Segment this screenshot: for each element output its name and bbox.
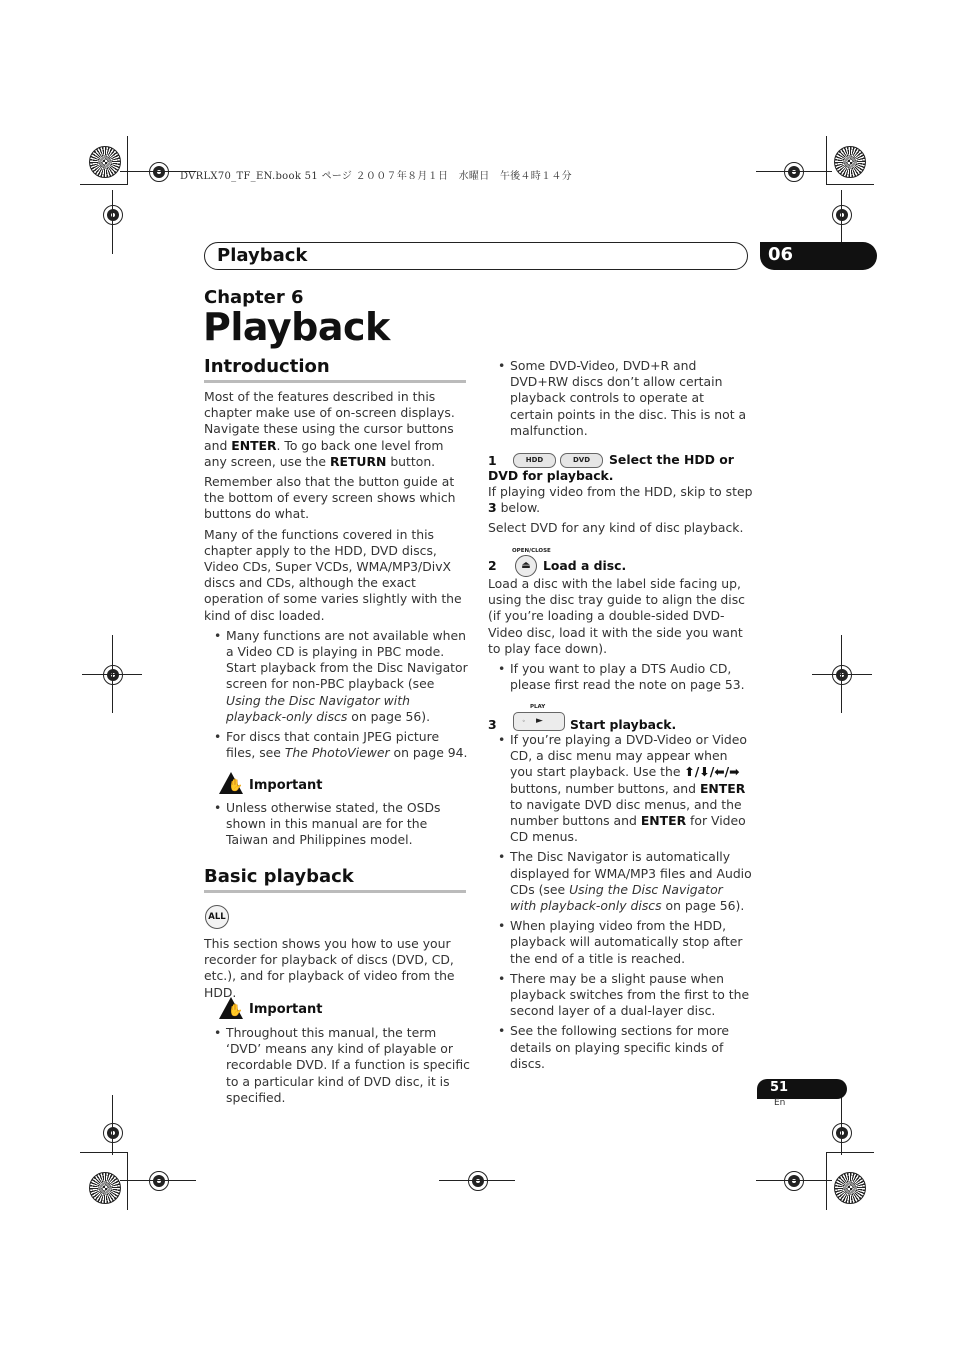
crosshair-mark (468, 1171, 488, 1191)
list-item: • When playing video from the HDD, playback will automatically stop after the end of a title is reached. (488, 918, 752, 967)
list-item: • Many functions are not available when a Video CD is playing in PBC mode. Start playback from the Disc Navigator screen for non-PBC playback (see Using the Disc Navigator with playback-only discs on page 56). (204, 628, 468, 725)
crosshair-mark (832, 665, 852, 685)
chapter-number-tab (760, 242, 877, 270)
list-item: • Some DVD-Video, DVD+R and DVD+RW discs don’t allow certain playback controls to operate at certain points in the disc. This is not a malfunction. (488, 358, 750, 439)
step2-body (488, 576, 750, 697)
list-item: • If you’re playing a DVD-Video or Video CD, a disc menu may appear when you start playback. Use the ⬆/⬇/⬅/➡ buttons, number buttons, and ENTER to navigate DVD disc menus, and the number buttons and ENTER for Video CD menus. (488, 732, 752, 845)
crosshair-mark (103, 1123, 123, 1143)
important-icon: ✋ (219, 772, 243, 794)
section-title-introduction: Introduction (204, 356, 330, 377)
crop-line (82, 674, 142, 675)
crop-line (80, 1152, 128, 1153)
section-rule (204, 380, 466, 383)
important-label: Important (249, 1002, 323, 1017)
crop-line (826, 136, 827, 184)
basic-playback-body (204, 936, 470, 1005)
basic-playback-paragraph: This section shows you how to use your recorder for playback of discs (DVD, CD, etc.), and for playback of video from the HDD. (204, 936, 455, 1000)
crop-line (826, 184, 874, 185)
crop-line (112, 1095, 113, 1155)
step-number: 3 (488, 717, 497, 732)
registration-starburst-top-left (89, 146, 121, 178)
chapter-header-label: Playback (217, 245, 308, 266)
eject-icon: ⏏ (515, 555, 537, 577)
step3-body (488, 732, 752, 1076)
list-item: • If you want to play a DTS Audio CD, please first read the note on page 53. (488, 661, 750, 693)
step-heading-cont: DVD for playback. (488, 468, 614, 483)
step1-text: If playing video from the HDD, skip to step 3 below. (488, 484, 753, 516)
right-top-note (488, 358, 750, 443)
important-label: Important (249, 778, 323, 793)
list-item: • See the following sections for more details on playing specific kinds of discs. (488, 1023, 752, 1072)
crosshair-mark (832, 1123, 852, 1143)
step-number: 1 (488, 453, 497, 468)
crosshair-mark (832, 205, 852, 225)
crop-line (439, 1180, 515, 1181)
introduction-body (204, 389, 468, 765)
crosshair-mark (784, 162, 804, 182)
important-icon: ✋ (219, 997, 243, 1019)
play-label: PLAY (530, 704, 546, 710)
list-item: • The Disc Navigator is automatically displayed for WMA/MP3 files and Audio CDs (see Using the Disc Navigator with playback-only discs on page 56). (488, 849, 752, 914)
list-item: • Throughout this manual, the term ‘DVD’ means any kind of playable or recordable DVD. If a function is specific to a particular kind of DVD disc, it is specified. (204, 1025, 470, 1106)
play-icon: ◦ ► (513, 712, 565, 731)
intro-paragraph-3: Many of the functions covered in this chapter apply to the HDD, DVD discs, Video CDs, Super VCDs, WMA/MP3/DivX discs and CDs, although the exact operation of some varies slightly with the kind of disc loaded. (204, 526, 462, 623)
registration-starburst-bottom-right (834, 1172, 866, 1204)
crosshair-mark (103, 665, 123, 685)
chapter-label: Chapter 6 (204, 287, 304, 308)
crop-line (812, 674, 872, 675)
page-number-tab (757, 1079, 847, 1099)
crosshair-mark (784, 1171, 804, 1191)
step1-text-2: Select DVD for any kind of disc playback. (488, 520, 744, 536)
open-close-label: OPEN/CLOSE (512, 548, 551, 554)
important-note (204, 800, 468, 853)
language-label: En (774, 1098, 786, 1108)
step1-body (488, 484, 754, 541)
list-item: • Unless otherwise stated, the OSDs shown in this manual are for the Taiwan and Philippines model. (204, 800, 468, 849)
crop-line (826, 1152, 874, 1153)
chapter-number: 06 (768, 244, 794, 265)
step2-text: Load a disc with the label side facing up, using the disc tray guide to align the disc (if you’re loading a double-sided DVD-Video disc, load it with the side you want to play face down). (488, 576, 745, 656)
hdd-button-icon: HDD (513, 453, 556, 468)
section-title-basic-playback: Basic playback (204, 866, 354, 887)
crop-line (112, 190, 113, 254)
step-heading: Select the HDD or (609, 452, 734, 467)
all-discs-icon: ALL (205, 905, 229, 929)
print-header: DVRLX70_TF_EN.book 51 ページ ２００７年８月１日 水曜日 午後４時１４分 (180, 171, 572, 182)
step-heading: Load a disc. (543, 558, 627, 573)
crop-line (120, 1180, 196, 1181)
crop-line (756, 1180, 832, 1181)
step-number: 2 (488, 558, 497, 573)
chapter-header-bar (204, 242, 748, 270)
crop-line (80, 184, 128, 185)
section-rule (204, 890, 466, 893)
dvd-button-icon: DVD (560, 453, 603, 468)
registration-starburst-bottom-left (89, 1172, 121, 1204)
page-title: Playback (203, 305, 390, 349)
intro-paragraph-2: Remember also that the button guide at the bottom of every screen shows which buttons do what. (204, 474, 456, 522)
crop-line (127, 136, 128, 184)
crop-line (756, 171, 832, 172)
crosshair-mark (149, 1171, 169, 1191)
crosshair-mark (149, 162, 169, 182)
crop-line (127, 1152, 128, 1210)
page-number: 51 (770, 1080, 789, 1095)
crop-line (841, 1095, 842, 1155)
list-item: • There may be a slight pause when playback switches from the first to the second layer of a dual-layer disc. (488, 971, 752, 1020)
intro-paragraph-1: Most of the features described in this chapter make use of on-screen displays. Navigate these using the cursor buttons and ENTER. To go back one level from any screen, use the RETURN button. (204, 389, 455, 469)
crop-line (826, 1152, 827, 1210)
registration-starburst-top-right (834, 146, 866, 178)
step-heading: Start playback. (570, 717, 677, 732)
list-item: • For discs that contain JPEG picture files, see The PhotoViewer on page 94. (204, 729, 468, 761)
crosshair-mark (103, 205, 123, 225)
important-note (204, 1025, 470, 1110)
